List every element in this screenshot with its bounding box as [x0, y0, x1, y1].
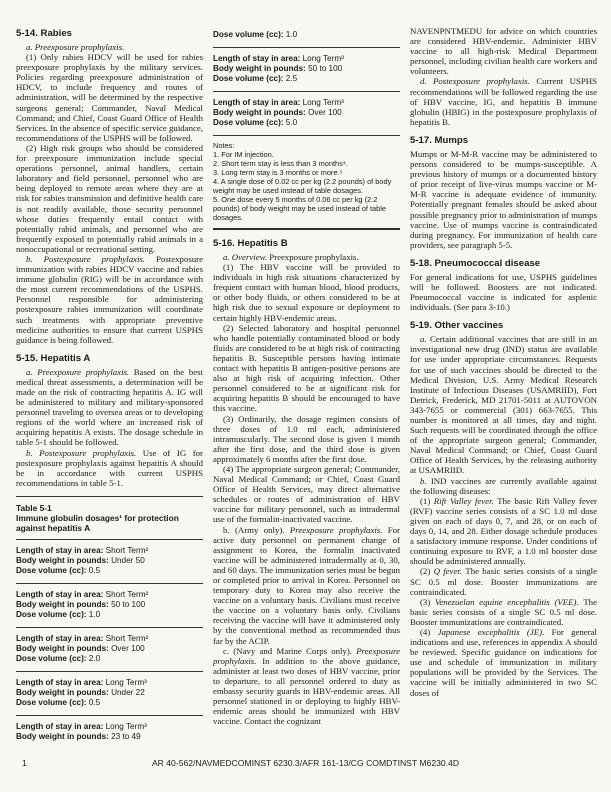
paragraph-lead: Japanese excephalitis (JE).: [437, 626, 552, 637]
note-item: 4. A single dose of 0.02 cc per kg (2.2 pounds) of body weight may be used instead of table dosages.: [213, 177, 392, 195]
paragraph: d. Postexposure prophylaxis. Current USPHS recommendations will be followed regarding the use of HBV vaccine, IG, and hepatitis B immune globulin (HBIG) in the postexposure prophylaxis of hepatitis B.: [410, 76, 597, 127]
paragraph-lead: Preexposure prophylaxis.: [289, 524, 388, 535]
table-row: [16, 630, 203, 669]
field-value: 23 to 49: [111, 731, 141, 741]
field-value: 2.5: [285, 74, 298, 83]
paragraph: a. Certain additional vaccines that are still in an investigational new drug (IND) status are available for use under appropriate circumstances. Requests for use of such vaccines should be directed to the Medical Division, U.S. Army Medical Research Institute of Infectious Diseases (USAMRIID), Fort Detrick, Frederick, MD 21701-5011 at AUTOVON 343-7655 or commercial (301) 663-7655. This number is monitored at all times, day and night. Such requests will be coordinated through the office of the appropriate surgeon general; Commander, Naval Medical Command; or Chief, Coast Guard Office of Health Services, by the releasing authority at USAMRIID.: [410, 334, 598, 476]
table-field: [16, 556, 203, 566]
section-heading: 5-16. Hepatitis B: [213, 238, 288, 249]
paragraph: a. Preexposure prophylaxis. Based on the best medical threat assessments, a determination will be made on the risk of contracting hepatitis A. IG will be administered to military and military-sponsored personnel traveling to oversea areas or to developing regions of the world where an increased risk of acquiring hepatitis A exists. The dosage schedule in table 5-1 should be followed.: [16, 366, 203, 448]
table-title-line: Table 5-1: [16, 502, 52, 513]
field-label: Length of stay in area:: [16, 721, 106, 731]
paragraph-lead: Q fever.: [433, 566, 466, 577]
field-label: Body weight in pounds:: [16, 731, 112, 741]
paragraph: [16, 42, 203, 52]
field-label: Length of stay in area:: [16, 677, 106, 687]
paragraph: (1) The HBV vaccine will be provided to individuals in high risk situations characterized by frequent contact with human blood, blood products, or other body fluids, or others considered to be at high risk due to sexual exposure or deployment to certain highly HBV-endemic areas.: [213, 262, 400, 323]
table-rule: [16, 627, 203, 628]
field-value: 2.0: [88, 653, 101, 663]
table-field: [213, 54, 400, 64]
paragraph-lead: b.: [420, 475, 431, 486]
table-field: [16, 654, 203, 664]
field-value: Over 100: [111, 643, 145, 653]
field-label: Length of stay in area:: [213, 54, 303, 63]
paragraph-lead: d. Postexposure prophylaxis.: [420, 76, 537, 87]
field-label: Body weight in pounds:: [16, 643, 112, 653]
table-notes: [213, 138, 400, 226]
field-label: Dose volume (cc):: [16, 565, 89, 575]
field-value: 0.5: [88, 565, 101, 575]
table-rule: [16, 539, 203, 540]
field-label: Length of stay in area:: [16, 633, 106, 643]
section-heading: 5-14. Rabies: [16, 28, 72, 39]
section-heading: 5-15. Hepatitis A: [16, 352, 91, 364]
table-field: [16, 644, 203, 654]
table-field: [16, 678, 203, 688]
table-field: [213, 108, 400, 118]
field-value: Over 100: [308, 108, 342, 117]
table-row: [16, 542, 203, 581]
paragraph: (4) Japanese excephalitis (JE). For general indications and use, references in appendix A should be reviewed. Specific guidance on indications for use and schedule of immunization in military populations will be provided by the Services. The vaccine will be initially administered in two SC doses of: [410, 626, 597, 698]
table-rule: [16, 671, 203, 672]
table-row: [16, 718, 203, 747]
table-field: [16, 610, 203, 620]
field-label: Dose volume (cc):: [213, 118, 286, 127]
table-rule: [213, 47, 400, 48]
page-footer: [0, 758, 611, 770]
paragraph: Mumps or M-M-R vaccine may be administered to persons considered to be mumps-susceptible. A previous history of mumps or a documented history of prior receipt of live-virus mumps vaccine or M-M-R vaccine is adequate evidence of immunity. Potentially pregnant females should be asked about possible pregnancy prior to administration of mumps vaccine. Use of mumps vaccine is contraindicated during pregnancy. For immunization of health care providers, see paragraph 5-5.: [410, 148, 597, 250]
paragraph: b. IND vaccines are currently available against the following diseases:: [410, 475, 597, 496]
paragraph: a. Overview. Preexposure prophylaxis.: [223, 252, 359, 262]
paragraph: (3) Venezuelan equine encephalitis (VEE). The basic series consists of a single SC 0.5 ml dose. Booster immunizations are contraindicated.: [410, 596, 597, 627]
spacer: [16, 488, 203, 494]
table-row: [16, 586, 203, 625]
note-item: 5. One dose every 5 months of 0.06 cc per kg (2.2 pounds) of body weight may be used instead of table dosages.: [213, 195, 386, 222]
field-value: Long Term³: [105, 721, 147, 731]
paragraph-lead: b. Postexposure prophylaxis.: [26, 253, 157, 264]
table-field: [16, 732, 203, 742]
section-heading: 5-19. Other vaccines: [410, 320, 504, 332]
field-label: Body weight in pounds:: [213, 108, 309, 117]
paragraph: (2) Selected laboratory and hospital personnel who handle potentially contaminated blood or body fluids are considered to be at high risk of contracting hepatitis B. Susceptible persons having intimate contact with hepatitis B antigen-positive persons are also at high risk of acquiring infection. Other personnel considered to be at significant risk for acquiring hepatitis B should be encouraged to have this vaccine.: [213, 322, 400, 414]
paragraph-lead: a.: [420, 334, 430, 345]
table-field: [213, 64, 400, 74]
field-label: Dose volume (cc):: [213, 74, 286, 83]
table-field: [213, 30, 400, 40]
table-rule: [213, 91, 400, 92]
field-value: 0.5: [88, 697, 101, 707]
paragraph-lead: a. Preexposure prophylaxis.: [26, 42, 125, 52]
field-label: Body weight in pounds:: [16, 555, 112, 565]
paragraph-lead: b. Postexposure prophylaxis.: [26, 447, 143, 458]
table-field: [16, 688, 203, 698]
note-item: 3. Long term stay is 3 months or more.⁵: [213, 168, 343, 177]
paragraph: b. Postexposure prophylaxis. Postexposure immunization with rabies HDCV vaccine and rabies immune globulin (RIG) will be in accordance with the most current recommendations of the USPHS. Personnel responsible for administering postexposure rabies immunization will coordinate such treatments with appropriate preventive medicine authorities to ensure that current USPHS guidance is being followed.: [16, 253, 203, 345]
table-row: [213, 50, 400, 89]
table-title-line: Immune globulin dosages¹ for protection against hepatitis A: [16, 512, 179, 533]
table-rule: [16, 715, 203, 716]
paragraph: b. (Army only). Preexposure prophylaxis. For active duty personnel on permanent change of assignment to Korea, the formalin inactivated vaccine will be administered intradermally at 0, 30, and 60 days. The immunization series must be begun or completed prior to arrival in Korea. Personnel on temporary duty to Korea may also receive the vaccine on a voluntary basis. Civilians must receive the vaccine on a voluntary basis only. Civilians receiving the vaccine will have it administered only by the conventional method as recommended thus far by the ACIP.: [213, 524, 400, 646]
field-value: 1.0: [88, 609, 101, 619]
field-value: Long Term³: [105, 677, 147, 687]
field-label: Dose volume (cc):: [16, 697, 89, 707]
paragraph: (2) Q fever. The basic series consists of a single SC 0.5 ml dose. Booster immunizations are contraindicated.: [410, 566, 597, 597]
paragraph-lead: a. Preexposure prophylaxis.: [26, 366, 134, 377]
paragraph-lead: Venezuelan equine encephalitis (VEE).: [434, 596, 584, 607]
paragraph: (1) Rift Valley fever. The basic Rift Valley fever (RVF) vaccine series consists of a SC 1.0 ml dose given on each of days 0, 7, and 28, or on each of days 0, 14, and 28. Either dosage schedule produces a satisfactory immune response. Under conditions of continuing exposure to RVF, a 1.0 ml booster dose should be administered annually.: [410, 495, 597, 567]
table-row: [16, 674, 203, 713]
table-rule: [213, 135, 400, 136]
field-label: Dose volume (cc):: [213, 30, 286, 39]
note-item: 1. For IM injection.: [213, 150, 274, 159]
paragraph: c. (Navy and Marine Corps only). Preexposure prophylaxis. In addition to the above guidance, administer at least two doses of HBV vaccine, prior to departure, to all personnel ordered to duty as embassy security guards in HBV-endemic areas. All personnel stationed in or deploying to highly HBV-endemic areas should be immunized with HBV vaccine. Contact the cognizant: [213, 645, 401, 727]
column-1: [16, 26, 203, 747]
table-field: [16, 698, 203, 708]
paragraph-label: (1): [420, 495, 434, 506]
field-value: Under 50: [111, 555, 145, 565]
table-field: [16, 546, 203, 556]
paragraph: (4) The appropriate surgeon general; Commander, Naval Medical Command; or Chief, Coast Guard Office of Health Services, may direct alternative schedules or routes of administration of HBV vaccine for military personnel, such as intradermal use of the formalin-inactivated vaccine.: [213, 463, 400, 525]
field-value: Long Term³: [302, 98, 344, 107]
field-label: Body weight in pounds:: [16, 687, 112, 697]
table-field: [16, 566, 203, 576]
table-title: [16, 499, 203, 537]
field-value: Short Term²: [105, 633, 149, 643]
section-heading: 5-18. Pneumococcal disease: [410, 257, 541, 269]
table-field: [16, 590, 203, 600]
field-value: 1.0: [285, 30, 298, 39]
table-field: [16, 600, 203, 610]
section-heading: 5-17. Mumps: [410, 134, 469, 146]
paragraph-lead: Preexposure prophylaxis.: [213, 645, 400, 666]
field-label: Body weight in pounds:: [213, 64, 309, 73]
field-label: Dose volume (cc):: [16, 653, 89, 663]
field-value: 50 to 100: [111, 599, 146, 609]
table-rule: [16, 583, 203, 584]
paragraph: NAVENPNTMEDU for advice on which countries are considered HBV-endemic. Administer HBV vaccine to all high-risk Medical Department personnel, including civilian health care workers and volunteers.: [410, 26, 597, 77]
table-rule: [213, 228, 400, 230]
paragraph-label: (3): [420, 596, 435, 607]
field-value: 50 to 100: [308, 64, 343, 73]
paragraph: For general indications for use, USPHS guidelines will be followed. Boosters are not indicated. Pneumococcal vaccine is indicated for asplenic individuals. (See para 3-10.): [410, 271, 597, 313]
notes-title: Notes:: [213, 141, 235, 150]
table-rule: [16, 496, 203, 497]
paragraph-lead: Rift Valley fever.: [433, 495, 498, 506]
paragraph: (1) Only rabies HDCV will be used for rabies preexposure prophylaxis by the military services. Policies regarding preexposure administration of HDCV, to include frequency and routes of administration, will be determined by the respective surgeons general; Commander, Naval Medical Command; and Chief, Coast Guard Office of Health Services. In the absence of specific service guidance, recommendations of the USPHS will be followed.: [16, 52, 203, 143]
footer-page-marker: 1: [22, 758, 27, 768]
note-item: 2. Short term stay is less than 3 months⁴.: [213, 159, 349, 168]
paragraph-label: c. (Navy and Marine Corps only).: [223, 645, 357, 656]
field-label: Length of stay in area:: [213, 98, 303, 107]
field-value: Under 22: [111, 687, 145, 697]
field-value: 5.0: [285, 118, 298, 127]
table-field: [16, 722, 203, 732]
paragraph-label: b. (Army only).: [223, 524, 290, 535]
paragraph-label: (2): [420, 566, 434, 577]
table-row: [213, 26, 400, 45]
paragraph-lead: a. Overview.: [223, 252, 270, 262]
paragraph-label: (4): [420, 626, 438, 637]
table-field: [16, 634, 203, 644]
field-label: Length of stay in area:: [16, 589, 106, 599]
paragraph: b. Postexposure prophylaxis. Use of IG for postexposure prophylaxis against hepatitis A should be in accordance with current USPHS recommendations in table 5-1.: [16, 447, 203, 488]
field-value: Short Term²: [105, 545, 149, 555]
field-label: Body weight in pounds:: [16, 599, 112, 609]
table-row: [213, 94, 400, 133]
table-field: [213, 98, 400, 108]
text-columns: [16, 26, 597, 747]
paragraph: (3) Ordinarily, the dosage regimen consists of three doses of 1.0 ml each, administered intramuscularly. The second dose is given 1 month after the first dose, and the third dose is given approximately 6 months after the first dose.: [213, 413, 400, 464]
column-2: [213, 26, 400, 747]
field-value: Short Term²: [105, 589, 149, 599]
field-label: Length of stay in area:: [16, 545, 106, 555]
table-field: [213, 118, 400, 128]
field-value: Long Term³: [302, 54, 344, 63]
column-3: [410, 26, 597, 747]
table-field: [213, 74, 400, 84]
footer-document-id: AR 40-562/NAVMEDCOMINST 6230.3/AFR 161-13/CG COMDTINST M6230.4D: [151, 758, 460, 768]
field-label: Dose volume (cc):: [16, 609, 89, 619]
paragraph: (2) High risk groups who should be considered for preexposure immunization include special operations personnel, animal handlers, certain laboratory and field personnel, personnel who are being deployed to remote areas where they are at risk for rabies transmission and definitive health care is not readily available, those security personnel whose duties frequently entail contact with potentially rabid animals, and personnel who are frequently exposed to potentially rabid animals in a nonoccupational or recreational setting.: [16, 142, 203, 254]
